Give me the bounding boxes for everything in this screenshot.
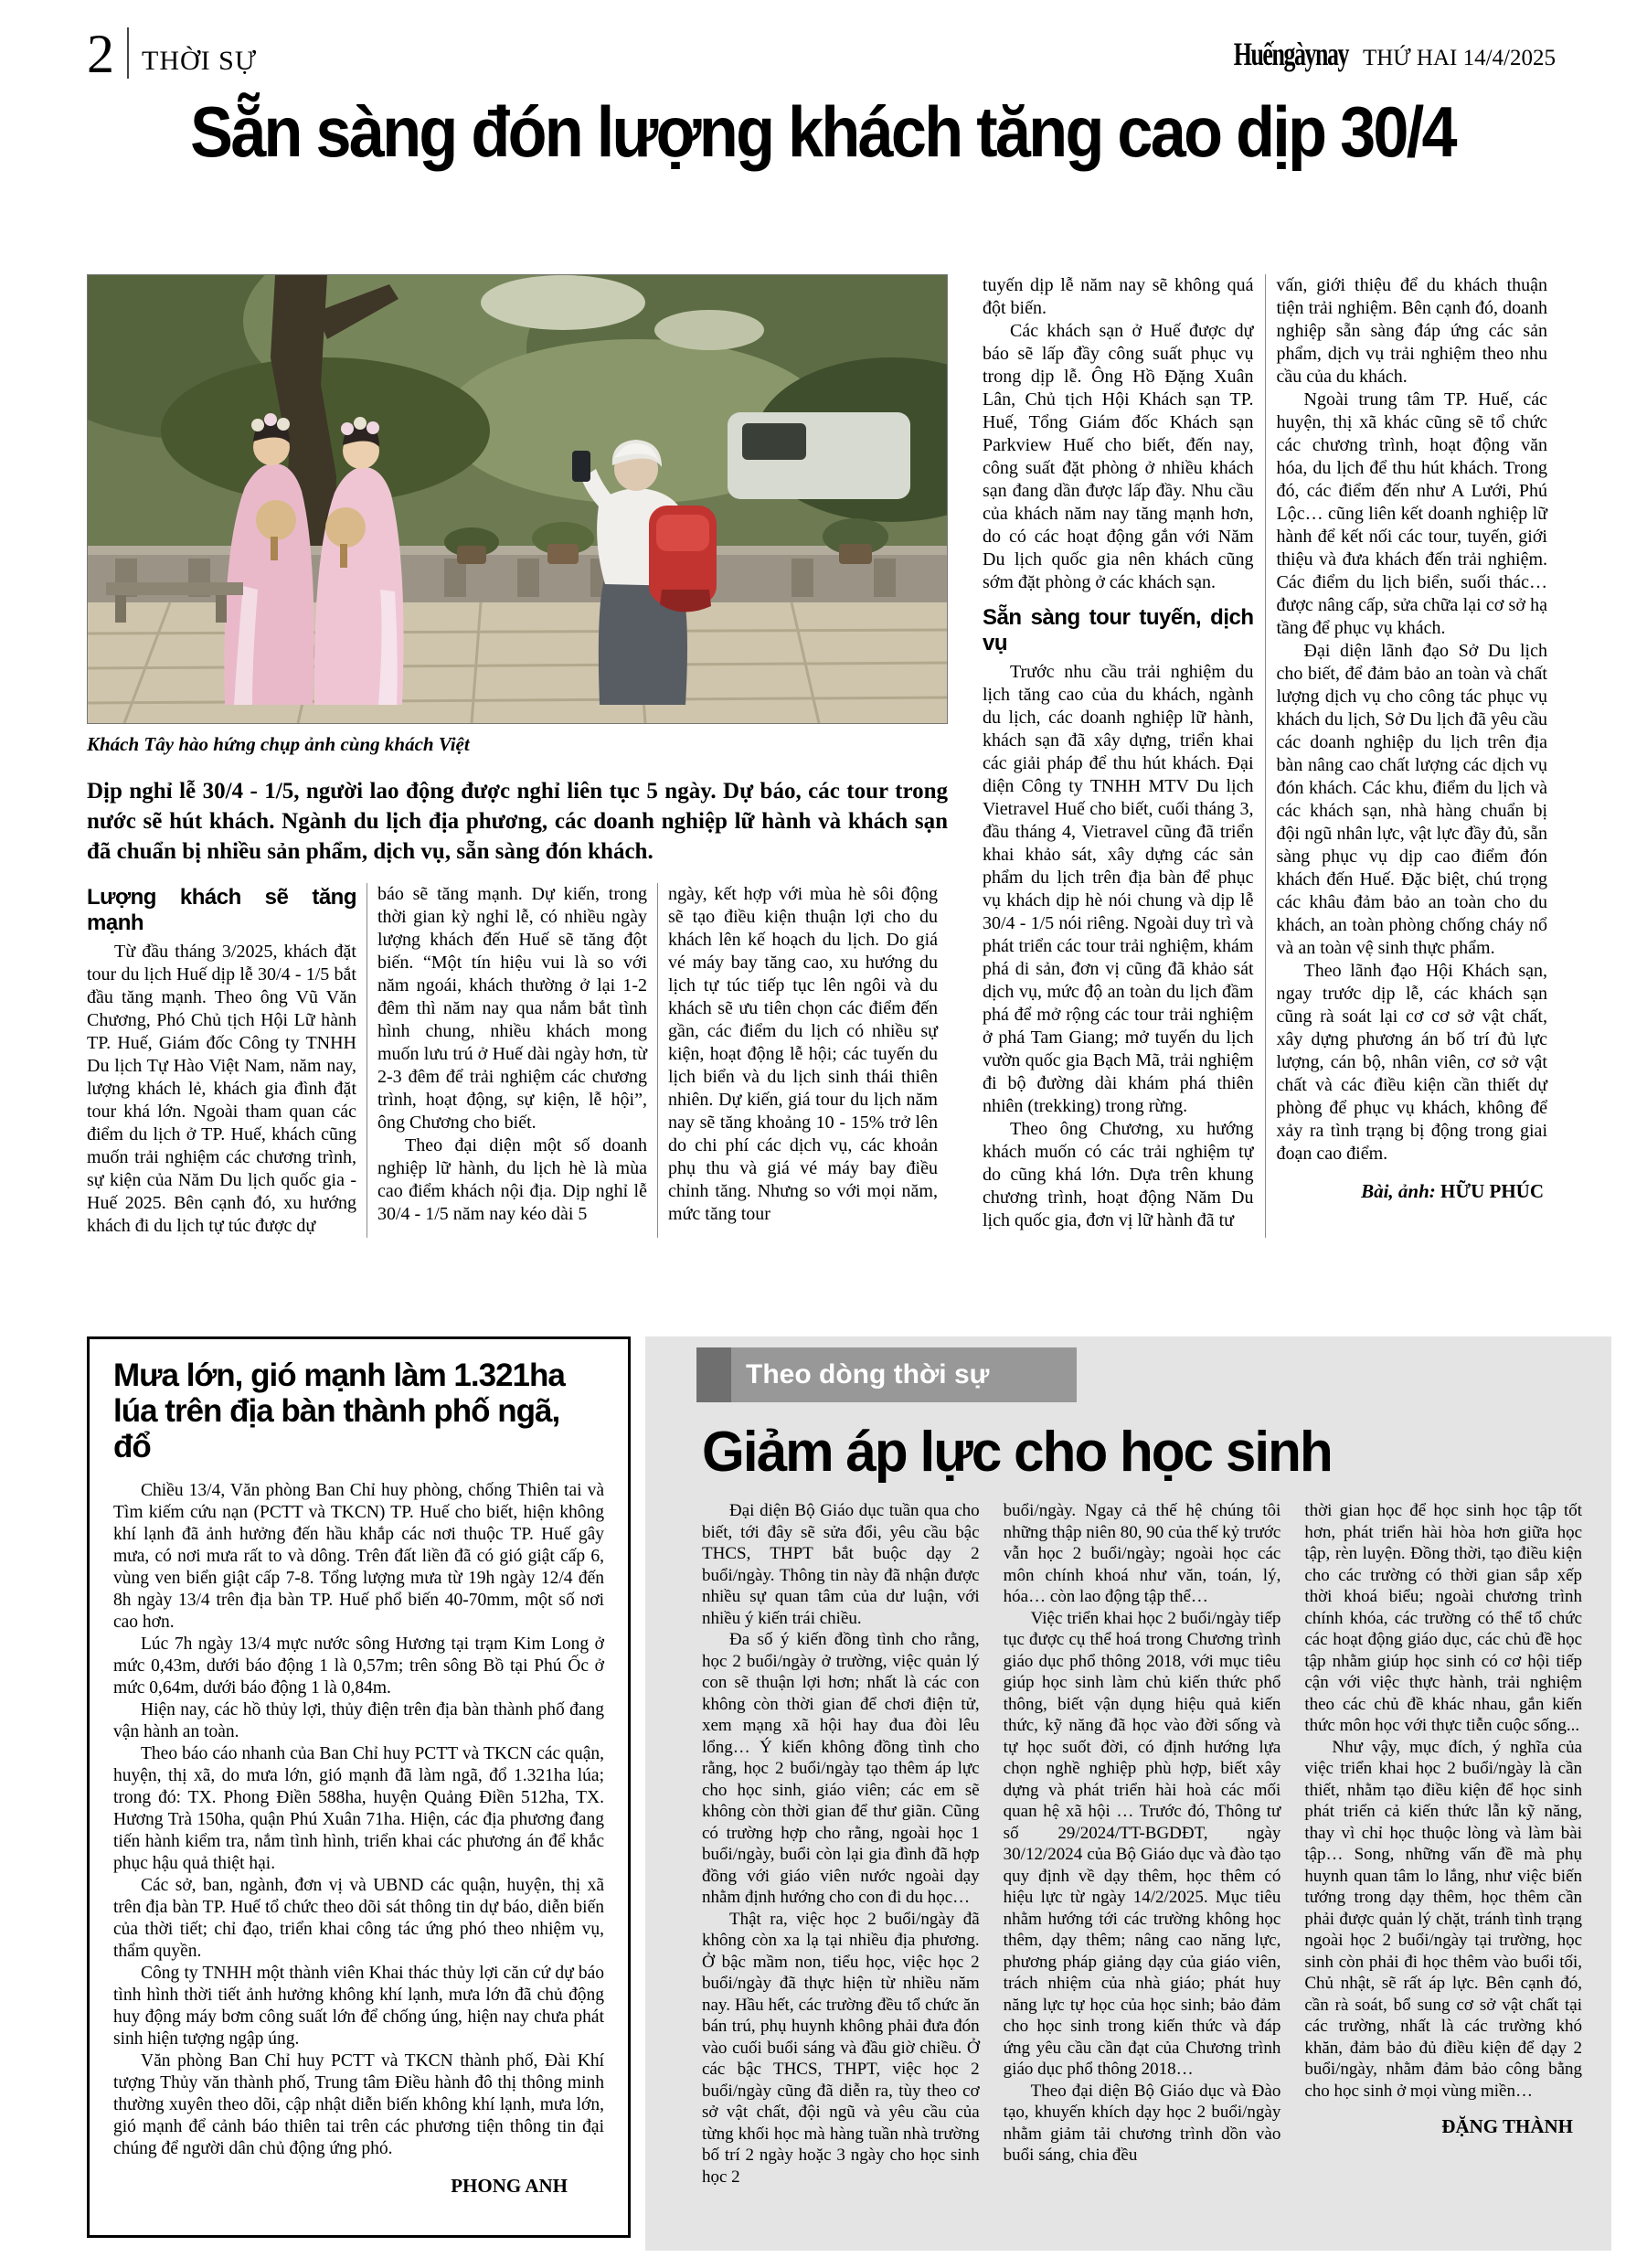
subhead-san-sang-tour: Sẵn sàng tour tuyến, dịch vụ xyxy=(983,605,1254,655)
paragraph: Như vậy, mục đích, ý nghĩa của việc triển khai học 2 buổi/ngày là cần thiết, nhằm tạo điều kiện để học sinh phát triển cả kiến thức lẫn kỹ năng, thay vì chỉ học thuộc lòng và làm bài tập… Song, những vấn đề mà phụ huynh quan tâm lo lắng, như việc biến tướng trong dạy thêm, học thêm cần phải được quản lý chặt, tránh tình trạng ngoài học 2 buổi/ngày tại trường, học sinh còn phải đi học thêm vào buổi tối, Chủ nhật, sẽ rất áp lực. Bên cạnh đó, cần rà soát, bổ sung cơ sở vật chất tại các trường, nhất là các trường khó khăn, đảm bảo đủ điều kiện để dạy 2 buổi/ngày, nhằm đảm bảo công bằng cho học sinh ở mọi vùng miền… xyxy=(1304,1737,1583,2101)
column-5 xyxy=(1265,274,1559,1238)
column-3 xyxy=(657,883,948,1238)
weather-box-title: Mưa lớn, gió mạnh làm 1.321ha lúa trên địa bàn thành phố ngã, đổ xyxy=(113,1358,565,1465)
paragraph: buổi/ngày. Ngay cả thế hệ chúng tôi những thập niên 80, 90 của thế kỷ trước vẫn học 2 buổi/ngày; ngoài học các môn chính khoá như văn, toán, lý, hóa… còn lao động tập thể… xyxy=(1003,1501,1281,1607)
paragraph: Việc triển khai học 2 buổi/ngày tiếp tục được cụ thể hoá trong Chương trình giáo dục phổ thông 2018, với mục tiêu giúp học sinh làm chủ kiến thức phổ thông, biết vận dụng hiệu quả kiến thức, kỹ năng đã học vào đời sống và tự học suốt đời, có định hướng lựa chọn nghề nghiệp phù hợp, biết xây dựng và phát triển hài hoà các mối quan hệ xã hội … Trước đó, Thông tư số 29/2024/TT-BGDĐT, ngày 30/12/2024 của Bộ Giáo dục và đào tạo quy định về dạy thêm, học thêm có hiệu lực từ ngày 14/2/2025. Mục tiêu nhằm hướng tới các trường không học thêm, dạy thêm; nâng cao năng lực, phương pháp giảng dạy của giáo viên, trách nhiệm của nhà giáo; phát huy năng lực tự học của học sinh; bảo đảm cho học sinh trong kiến thức và đáp ứng yêu cầu cần đạt của Chương trình giáo dục phổ thông 2018… xyxy=(1003,1608,1281,2080)
weather-box-article xyxy=(87,1336,631,2238)
column-4-part-2 xyxy=(983,661,1254,1232)
bottom-row xyxy=(87,1336,1611,2251)
issue-date: THỨ HAI 14/4/2025 xyxy=(1362,46,1556,70)
photo-caption: Khách Tây hào hứng chụp ảnh cùng khách Việt xyxy=(87,733,470,755)
main-article-left xyxy=(87,274,948,1238)
panel-column-3-text xyxy=(1304,1500,1582,2102)
panel-column-2 xyxy=(1004,1500,1281,2188)
paragraph: Theo đại diện một số doanh nghiệp lữ hành, du lịch hè là mùa cao điểm khách nội địa. Dịp nghỉ lễ 30/4 - 1/5 năm nay kéo dài 5 xyxy=(377,1135,647,1224)
article-photo-illustration xyxy=(88,275,947,723)
lead-paragraph: Dịp nghỉ lễ 30/4 - 1/5, người lao động được nghỉ liên tục 5 ngày. Dự báo, các tour trong nước sẽ hút khách. Ngành du lịch địa phương, các doanh nghiệp lữ hành và khách sạn đã chuẩn bị nhiều sản phẩm, dịch vụ, sẵn sàng đón khách. xyxy=(87,779,948,864)
column-5-text xyxy=(1277,274,1548,1166)
paragraph: Theo ông Chương, xu hướng khách muốn có các trải nghiệm tự do cũng khá lớn. Dựa trên khung chương trình, hoạt động Năm Du lịch quốc gia, đơn vị lữ hành đã tư xyxy=(983,1119,1254,1231)
kicker-label: Theo dòng thời sự xyxy=(731,1347,1077,1402)
paragraph: Đại diện lãnh đạo Sở Du lịch cho biết, để đảm bảo an toàn và chất lượng dịch vụ cho công tác phục vụ khách du lịch, Sở Du lịch đã yêu cầu các doanh nghiệp du lịch trên địa bàn nâng cao chất lượng các dịch vụ đón khách. Các khu, điểm du lịch và các khách sạn, nhà hàng chuẩn bị đội ngũ nhân lực, vật lực đầy đủ, sẵn sàng phục vụ dịp cao điểm đón khách đến Huế. Đặc biệt, chú trọng các khâu đảm bảo an toàn cho du khách, an toàn phòng chống cháy nổ và an toàn vệ sinh thực phẩm. xyxy=(1276,641,1547,958)
article-photo xyxy=(87,274,948,724)
section-title: THỜI SỰ xyxy=(142,46,258,76)
header-left xyxy=(87,24,258,84)
paragraph: vấn, giới thiệu để du khách thuận tiện trải nghiệm. Bên cạnh đó, doanh nghiệp sẵn sàng đáp ứng các sản phẩm, dịch vụ trải nghiệm theo nhu cầu của du khách. xyxy=(1276,275,1547,387)
paragraph: Trước nhu cầu trải nghiệm du lịch tăng cao của du khách, ngành du lịch, các doanh nghiệp lữ hành, khách sạn đã xây dựng, triển khai các giải pháp để thu hút khách. Đại diện Công ty TNHH MTV Du lịch Vietravel Huế cho biết, cuối tháng 3, đầu tháng 4, Vietravel cũng đã triển khai khảo sát, xây dựng các sản phẩm du lịch trên địa bàn để phục vụ khách dịp hè nói chung và dịp lễ 30/4 - 1/5 nói riêng. Ngoài duy trì và phát triển các tour trải nghiệm, khám phá di sản, đơn vị cũng đã khảo sát dịch vụ, mức độ an toàn du lịch đầm phá để mở rộng các tour trải nghiệm ở phá Tam Giang; mở tuyến du lịch vườn quốc gia Bạch Mã, trải nghiệm đi bộ đường dài khám phá thiên nhiên (trekking) trong rừng. xyxy=(983,662,1254,1117)
paragraph: Theo báo cáo nhanh của Ban Chỉ huy PCTT và TKCN các quận, huyện, thị xã, do mưa lớn, gió mạnh đã làm ngã, đổ 1.321ha lúa; trong đó: TX. Phong Điền 588ha, huyện Quảng Điền 512ha, TX. Hương Trà 150ha, quận Phú Xuân 71ha. Hiện, các địa phương đang tiến hành kiểm tra, nắm tình hình, triển khai các phương án để khắc phục hậu quả thiệt hại. xyxy=(113,1743,604,1873)
kicker xyxy=(696,1347,1077,1402)
main-headline: Sẵn sàng đón lượng khách tăng cao dịp 30/4 xyxy=(190,91,1455,172)
paragraph: Các sở, ban, ngành, đơn vị và UBND các quận, huyện, thị xã trên địa bàn TP. Huế tổ chức theo dõi sát thông tin dự báo, diễn biến của thời tiết; chỉ đạo, triển khai công tác ứng phó theo nhiệm vụ, thẩm quyền. xyxy=(113,1875,604,1961)
column-4-part-1 xyxy=(983,274,1254,594)
main-article-byline xyxy=(1277,1180,1548,1203)
paragraph: ngày, kết hợp với mùa hè sôi động sẽ tạo điều kiện thuận lợi cho du khách lên kế hoạch du lịch. Do giá vé máy bay tăng cao, xu hướng du lịch tự túc tiếp tục lên ngôi và du khách sẽ ưu tiên chọn các điểm đến gần, các điểm du lịch có nhiều sự kiện, hoạt động lễ hội; các tuyến du lịch biển và du lịch sinh thái thiên nhiên. Dự kiến, giá tour du lịch năm nay sẽ tăng khoảng 10 - 15% trở lên do chi phí các dịch vụ, các khoản phụ thu và giá vé máy bay điều chỉnh tăng. Nhưng so với mọi năm, mức tăng tour xyxy=(668,884,938,1224)
news-panel-article xyxy=(645,1336,1611,2251)
paragraph: Ngoài trung tâm TP. Huế, các huyện, thị xã khác cũng sẽ tổ chức các chương trình, hoạt động văn hóa, du lịch để thu hút khách. Trong đó, các điểm đến như A Lưới, Phú Lộc… cũng liên kết doanh nghiệp lữ hành để kết nối các tour, tuyến, giới thiệu và đưa khách đến trải nghiệm. Các điểm du lịch biển, suối thác… được nâng cấp, sửa chữa lại cơ sở hạ tầng để phục vụ khách. xyxy=(1276,389,1547,638)
main-article-columns-1-3 xyxy=(87,883,948,1238)
paragraph: Đa số ý kiến đồng tình cho rằng, học 2 buổi/ngày ở trường, việc quản lý con sẽ thuận lợi hơn; nhất là các con không còn thời gian để chơi điện tử, xem mạng xã hội hay đua đòi lêu lổng… Ý kiến không đồng tình cho rằng, học 2 buổi/ngày tạo thêm áp lực cho học sinh, giáo viên; các em sẽ không còn thời gian để thư giãn. Cũng có trường hợp cho rằng, ngoài học 1 buổi/ngày, buổi còn lại gia đình đã hợp đồng với giáo viên nước ngoài dạy nhằm định hướng cho con đi du học… xyxy=(702,1630,980,1908)
main-article-columns-4-5 xyxy=(972,274,1558,1238)
paragraph: Đại diện Bộ Giáo dục tuần qua cho biết, tới đây sẽ sửa đổi, yêu cầu bậc THCS, THPT bắt buộc dạy 2 buổi/ngày. Thông tin này đã nhận được nhiều sự quan tâm của dư luận, với nhiều ý kiến trái chiều. xyxy=(702,1501,980,1628)
paragraph: Lúc 7h ngày 13/4 mực nước sông Hương tại trạm Kim Long ở mức 0,43m, dưới báo động 1 là 0,57m; trên sông Bồ tại Phú Ốc ở mức 0,64m, dưới báo động 1 là 0,84m. xyxy=(113,1634,604,1698)
paragraph: Các khách sạn ở Huế được dự báo sẽ lấp đầy công suất phục vụ trong dịp lễ. Ông Hồ Đặng Xuân Lân, Chủ tịch Hội Khách sạn TP. Huế, Tổng Giám đốc Khách sạn Parkview Huế cho biết, đến nay, công suất đặt phòng ở nhiều khách sạn đang dần được lấp đầy. Nhu cầu của khách năm nay tăng mạnh hơn, do có các hoạt động gắn với Năm Du lịch quốc gia nên khách cũng sớm đặt phòng ở các khách sạn. xyxy=(983,321,1254,592)
paragraph: Chiều 13/4, Văn phòng Ban Chỉ huy phòng, chống Thiên tai và Tìm kiếm cứu nạn (PCTT và TKCN) TP. Huế cho biết, hiện không khí lạnh đã ảnh hưởng đến hầu khắp các nơi thuộc TP. Huế gây mưa, có nơi mưa rất to và dông. Trên đất liền đã có gió giật cấp 6, vùng ven biển giật cấp 7-8. Tổng lượng mưa từ 19h ngày 12/4 đến 8h ngày 13/4 trên địa bàn TP. Huế phổ biến 40-70mm, một số nơi cao hơn. xyxy=(113,1480,604,1632)
subhead-luong-khach: Lượng khách sẽ tăng mạnh xyxy=(87,885,356,935)
paragraph: Thật ra, việc học 2 buổi/ngày đã không còn xa lạ tại nhiều địa phương. Ở bậc mầm non, tiểu học, việc học 2 buổi/ngày đã thực hiện từ nhiều năm nay. Hầu hết, các trường đều tổ chức ăn bán trú, phụ huynh không phải đưa đón vào cuối buổi sáng và đầu giờ chiều. Ở các bậc THCS, THPT, việc học 2 buổi/ngày cũng đã diễn ra, tùy theo cơ sở vật chất, đội ngũ và yêu cầu của từng khối học mà hàng tuần nhà trường bố trí 2 ngày hoặc 3 ngày cho học sinh học 2 xyxy=(702,1909,980,2187)
kicker-square xyxy=(696,1347,731,1402)
paragraph: thời gian học để học sinh học tập tốt hơn, phát triển hài hòa hơn giữa học tập, rèn luyện. Đồng thời, tạo điều kiện cho các trường có thời gian sắp xếp thời khoá biểu; ngoài chương trình chính khóa, các trường có thể tổ chức các hoạt động giáo dục, các chủ đề học tập nhằm giúp học sinh có cơ hội tiếp cận với việc thực hành, trải nghiệm theo các chủ đề khác nhau, gắn kiến thức môn học với thực tiễn cuộc sống... xyxy=(1304,1501,1583,1736)
panel-column-3 xyxy=(1304,1500,1582,2188)
main-article xyxy=(87,274,1558,1238)
paragraph: tuyến dịp lễ năm nay sẽ không quá đột biến. xyxy=(983,275,1254,318)
page-header xyxy=(87,24,1556,84)
page-number: 2 xyxy=(87,24,114,84)
column-2 xyxy=(367,883,657,1238)
byline-label: Bài, ảnh: xyxy=(1361,1180,1436,1202)
brand-logo: Huếngàynay xyxy=(1233,36,1348,72)
paragraph: Hiện nay, các hồ thủy lợi, thủy điện trên địa bàn thành phố đang vận hành an toàn. xyxy=(113,1699,604,1741)
panel-byline: ĐẶNG THÀNH xyxy=(1441,2115,1574,2138)
column-4 xyxy=(972,274,1265,1238)
header-right xyxy=(1189,35,1556,79)
column-1 xyxy=(87,883,367,1238)
paragraph: Từ đầu tháng 3/2025, khách đặt tour du lịch Huế dịp lễ 30/4 - 1/5 bắt đầu tăng mạnh. Theo ông Vũ Văn Chương, Phó Chủ tịch Hội Lữ hành TP. Huế, Giám đốc Công ty TNHH Du lịch Tự Hào Việt Nam, năm nay, lượng khách lẻ, khách gia đình đặt tour khá lớn. Ngoài tham quan các điểm du lịch ở TP. Huế, khách cũng muốn trải nghiệm các chương trình, sự kiện của Năm Du lịch quốc gia - Huế 2025. Bên cạnh đó, xu hướng khách đi du lịch tự túc được dự xyxy=(87,942,356,1237)
panel-headline: Giảm áp lực cho học sinh xyxy=(702,1421,1332,1484)
paragraph: Theo đại diện Bộ Giáo dục và Đào tạo, khuyến khích dạy học 2 buổi/ngày nhằm giảm tải chương trình dồn vào buổi sáng, chia đều xyxy=(1003,2081,1281,2166)
weather-box-byline: PHONG ANH xyxy=(451,2174,568,2197)
byline-name: HỮU PHÚC xyxy=(1440,1180,1544,1202)
weather-box-body xyxy=(113,1480,604,2160)
paragraph: Theo lãnh đạo Hội Khách sạn, ngay trước dịp lễ, các khách sạn cũng rà soát lại cơ cơ sở vật chất, xây dựng phương án bố trí đủ lực lượng, cán bộ, nhân viên, cơ sở vật chất và các điều kiện cần thiết dự phòng để phục vụ khách, không để xảy ra tình trạng bị động trong giai đoạn cao điểm. xyxy=(1276,961,1547,1164)
panel-columns xyxy=(702,1500,1582,2188)
paragraph: Công ty TNHH một thành viên Khai thác thủy lợi căn cứ dự báo tình hình thời tiết ảnh hưởng không khí lạnh, mưa lớn đã chủ động huy động máy bơm công suất lớn để chống úng, hiện nay chưa phát sinh hiện tượng ngập úng. xyxy=(113,1963,604,2049)
panel-column-1 xyxy=(702,1500,980,2188)
paragraph: Văn phòng Ban Chỉ huy PCTT và TKCN thành phố, Đài Khí tượng Thủy văn thành phố, Trung tâm Điều hành đô thị thông minh thường xuyên theo dõi, cập nhật diễn biến không khí lạnh, mưa lớn, gió mạnh để cảnh báo thiên tai trên các phương tiện thông tin đại chúng để người dân chủ động ứng phó. xyxy=(113,2050,604,2158)
column-1-text xyxy=(87,941,356,1238)
header-divider xyxy=(127,27,129,79)
paragraph: báo sẽ tăng mạnh. Dự kiến, trong thời gian kỳ nghỉ lễ, có nhiều ngày lượng khách đến Huế sẽ tăng đột biến. “Một tín hiệu vui là so với năm ngoái, khách thường ở lại 1-2 đêm thì năm nay qua nắm bắt tình hình chung, nhiều khách mong muốn lưu trú ở Huế dài ngày hơn, từ 2-3 đêm để trải nghiệm các chương trình, hoạt động, sự kiện, lễ hội”, ông Chương cho biết. xyxy=(377,884,647,1133)
